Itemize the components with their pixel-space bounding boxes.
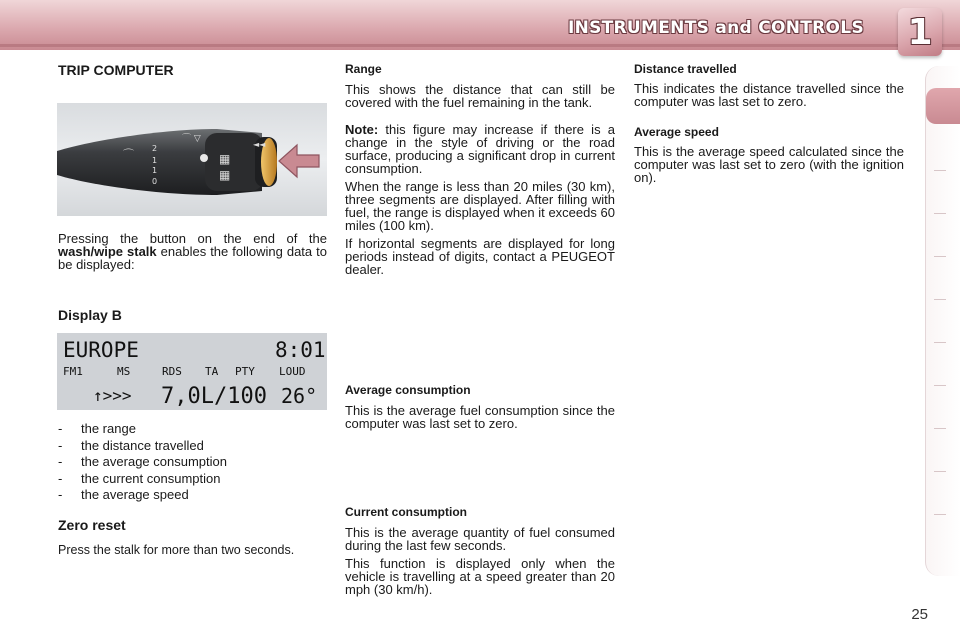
list-item: - the average speed: [58, 487, 189, 502]
section-title: TRIP COMPUTER: [58, 62, 174, 78]
stalk-name: wash/wipe stalk: [58, 244, 157, 259]
zero-reset-heading: Zero reset: [58, 517, 126, 533]
svg-text:⌒: ⌒: [123, 148, 134, 161]
current-consumption-section: [345, 506, 615, 596]
tab-divider: [934, 213, 946, 214]
svg-text:▦: ▦: [219, 168, 231, 182]
svg-text:0: 0: [152, 177, 158, 186]
tab-divider: [934, 342, 946, 343]
avg-consumption-section: [345, 384, 615, 430]
intro-text-end: enables the following data to be displayed:: [58, 244, 327, 272]
list-item-text: the distance travelled: [81, 437, 204, 453]
chapter-number: 1: [907, 11, 933, 53]
lcd-display-graphic: [57, 333, 327, 410]
chapter-badge: [898, 8, 942, 56]
distance-section: [634, 63, 904, 184]
list-item-text: the current consumption: [81, 470, 221, 486]
lcd-consumption: 7,0L/100: [161, 384, 267, 409]
lcd-segments: ↑>>>: [93, 386, 132, 405]
tab-divider: [934, 256, 946, 257]
tab-divider: [934, 428, 946, 429]
chapter-tab-active[interactable]: [926, 88, 960, 124]
current-consumption-text: This is the average quantity of fuel consumed during the last few seconds.: [345, 525, 615, 553]
current-consumption-text-2: This function is displayed only when the vehicle is travelling at a speed greater than 20 mph (30 km/h).: [345, 556, 615, 597]
avg-speed-text: This is the average speed calculated since the computer was last set to zero (with the ignition on).: [634, 144, 904, 185]
data-list: [58, 421, 227, 504]
lcd-status-item: TA: [205, 365, 219, 378]
range-heading: Range: [345, 62, 382, 76]
tab-divider: [934, 514, 946, 515]
lcd-status-item: PTY: [235, 365, 255, 378]
list-item: - the range: [58, 421, 136, 436]
intro-text: Pressing the button on the end of the: [58, 231, 327, 246]
list-item-text: the average consumption: [81, 454, 227, 469]
distance-text: This indicates the distance travelled since the computer was last set to zero.: [634, 81, 904, 109]
stalk-illustration: [57, 103, 327, 216]
svg-text:1: 1: [152, 156, 158, 165]
side-tab-strip: [925, 66, 960, 576]
range-text-2: When the range is less than 20 miles (30 km), three segments are displayed. After filling with fuel, the range is displayed when it exceeds 60 miles (100 km).: [345, 179, 615, 233]
page-section-title: INSTRUMENTS and CONTROLS: [567, 18, 864, 38]
lcd-temperature: 26°: [281, 384, 318, 408]
lcd-clock: 8:01: [275, 338, 326, 362]
current-consumption-heading: Current consumption: [345, 505, 467, 519]
svg-text:2: 2: [152, 144, 158, 153]
lcd-status-item: LOUD: [279, 365, 306, 378]
avg-consumption-text: This is the average fuel consumption since the computer was last set to zero.: [345, 403, 615, 431]
tab-divider: [934, 170, 946, 171]
page-number: 25: [911, 606, 928, 623]
tab-divider: [934, 385, 946, 386]
svg-text:⌒ ▽: ⌒ ▽: [182, 134, 201, 144]
list-item: - the distance travelled: [58, 437, 204, 453]
lcd-status-item: MS: [117, 365, 131, 378]
header-divider: [0, 44, 960, 47]
intro-paragraph: [58, 232, 327, 271]
avg-consumption-heading: Average consumption: [345, 383, 471, 397]
lcd-status-item: FM1: [63, 365, 83, 378]
tab-divider: [934, 299, 946, 300]
distance-heading: Distance travelled: [634, 62, 737, 76]
svg-text:▦: ▦: [219, 152, 231, 166]
svg-text:1: 1: [152, 166, 158, 175]
svg-text:◄◄: ◄◄: [253, 140, 266, 149]
display-heading: Display B: [58, 307, 122, 323]
list-item: - the current consumption: [58, 470, 221, 486]
range-section: [345, 63, 615, 276]
lcd-station: EUROPE: [63, 338, 139, 362]
list-item: - the average consumption: [58, 454, 227, 469]
list-item-text: the average speed: [81, 487, 189, 502]
note-text: this figure may increase if there is a change in the style of driving or the road surface, producing a significant drop in current consumption.: [345, 122, 615, 176]
lcd-status-item: RDS: [162, 365, 182, 378]
avg-speed-heading: Average speed: [634, 125, 719, 139]
zero-reset-text: Press the stalk for more than two seconds.: [58, 543, 295, 557]
wash-wipe-stalk-icon: [57, 103, 327, 216]
range-text-3: If horizontal segments are displayed for long periods instead of digits, contact a PEUGEOT dealer.: [345, 236, 615, 277]
note-label: Note:: [345, 122, 379, 137]
list-item-text: the range: [81, 421, 136, 436]
range-text: This shows the distance that can still be covered with the fuel remaining in the tank.: [345, 82, 615, 110]
note-paragraph: [345, 123, 615, 175]
lcd-display-b: [57, 333, 327, 410]
tab-divider: [934, 471, 946, 472]
